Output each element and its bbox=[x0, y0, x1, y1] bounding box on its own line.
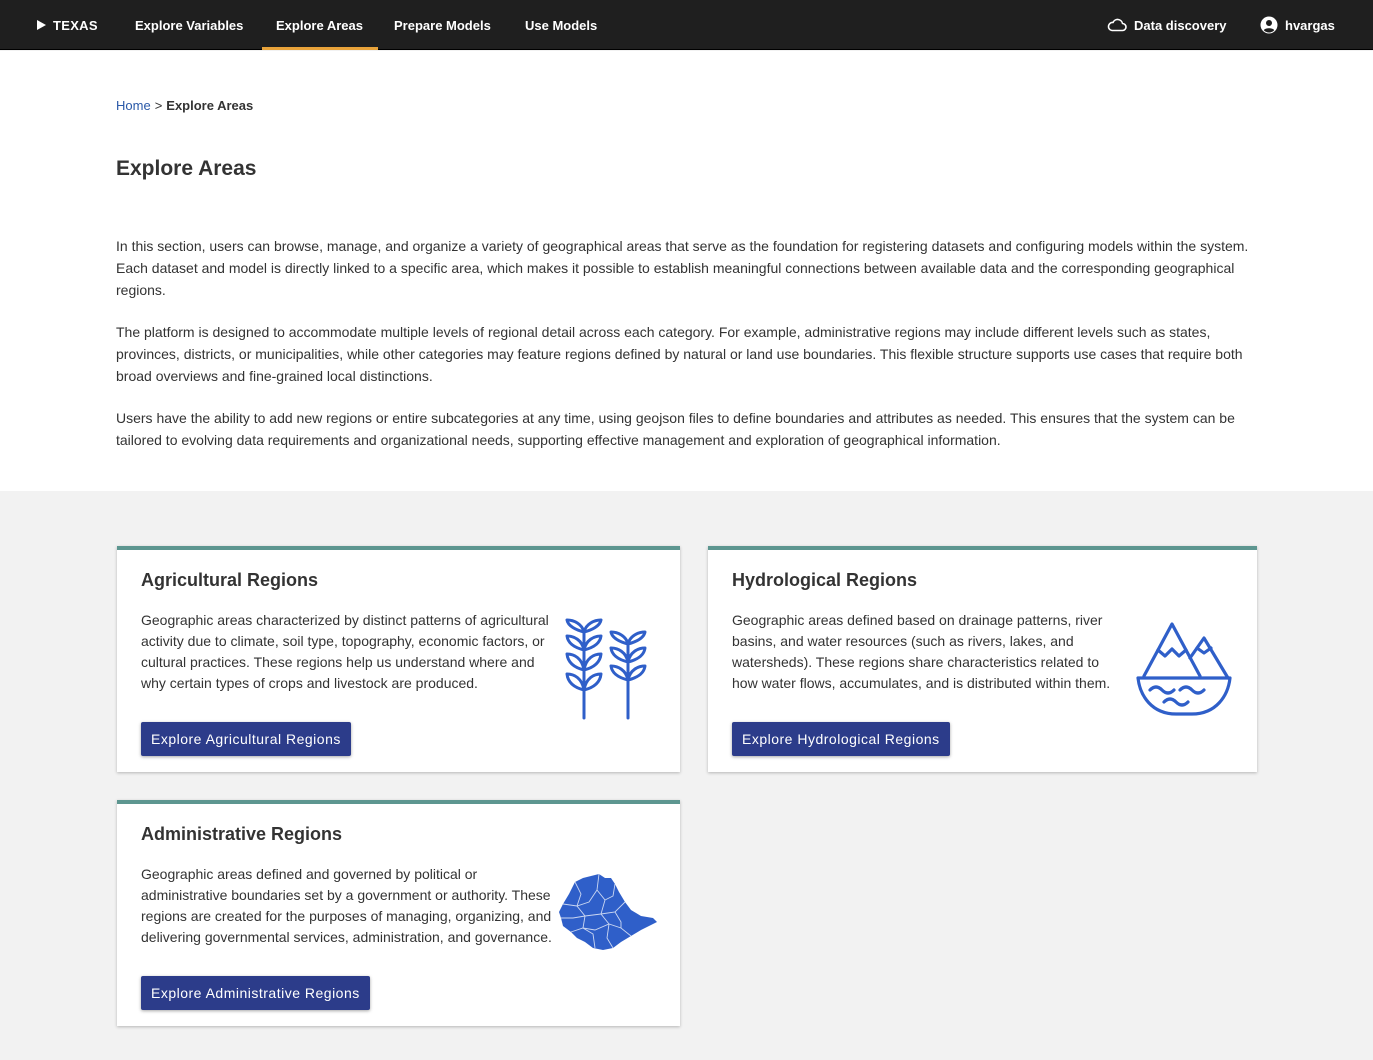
cloud-icon bbox=[1107, 18, 1127, 32]
wheat-icon bbox=[562, 618, 652, 722]
card-description: Geographic areas characterized by distinct patterns of agricultural activity due to climate, soil type, topography, economic factors, or cultural practices. These regions help us understand where and why certain types of crops and livestock are produced. bbox=[141, 612, 549, 691]
nav-prepare-models[interactable]: Prepare Models bbox=[394, 17, 491, 33]
administrative-regions-card bbox=[117, 800, 680, 1026]
explore-hydrological-regions-button[interactable]: Explore Hydrological Regions bbox=[732, 722, 950, 756]
card-title: Administrative Regions bbox=[141, 824, 343, 844]
intro-paragraph: Users have the ability to add new regions or entire subcategories at any time, using geojson files to define boundaries and attributes as needed. This ensures that the system can be tailored to evolving data requirements and organizational needs, supporting effective management and exploration of geographical information. bbox=[116, 410, 1235, 448]
card-title: Hydrological Regions bbox=[732, 570, 918, 590]
breadcrumb-current: Explore Areas bbox=[166, 98, 254, 113]
page-title: Explore Areas bbox=[116, 157, 257, 180]
brand-label: TEXAS bbox=[53, 17, 98, 33]
explore-administrative-regions-button[interactable]: Explore Administrative Regions bbox=[141, 976, 370, 1010]
hydrological-regions-card bbox=[708, 546, 1257, 772]
user-menu[interactable] bbox=[1260, 0, 1335, 50]
card-description: Geographic areas defined and governed by political or administrative boundaries set by a government or authority. These regions are created for the purposes of managing, organizing, and delivering governmental services, administration, and governance. bbox=[141, 866, 552, 945]
intro-paragraph: In this section, users can browse, manage, and organize a variety of geographical areas that serve as the foundation for registering datasets and configuring models within the system. Each dataset and model is directly linked to a specific area, which makes it possible to establish meaningful connections between available data and the corresponding geographical regions. bbox=[116, 238, 1249, 298]
nav-use-models[interactable]: Use Models bbox=[525, 17, 598, 33]
intro-section bbox=[0, 51, 1373, 491]
top-navbar bbox=[0, 0, 1373, 50]
data-discovery-link[interactable] bbox=[1107, 0, 1227, 50]
brand-link[interactable] bbox=[37, 0, 98, 50]
explore-agricultural-regions-button[interactable]: Explore Agricultural Regions bbox=[141, 722, 351, 756]
card-title: Agricultural Regions bbox=[141, 570, 319, 590]
play-icon bbox=[37, 20, 46, 30]
user-circle-icon bbox=[1260, 16, 1278, 34]
breadcrumb bbox=[116, 98, 253, 113]
country-map-icon bbox=[555, 872, 659, 952]
data-discovery-label: Data discovery bbox=[1134, 17, 1227, 33]
user-name: hvargas bbox=[1285, 17, 1335, 33]
breadcrumb-separator: > bbox=[154, 98, 163, 113]
mountain-water-icon bbox=[1134, 616, 1234, 720]
card-description: Geographic areas defined based on drainage patterns, river basins, and water resources (such as rivers, lakes, and watersheds). These regions share characteristics related to how water flows, accumulates, and is distributed within them. bbox=[732, 612, 1111, 691]
breadcrumb-home-link[interactable]: Home bbox=[116, 98, 151, 113]
agricultural-regions-card bbox=[117, 546, 680, 772]
nav-explore-areas[interactable]: Explore Areas bbox=[276, 0, 363, 50]
nav-explore-variables[interactable]: Explore Variables bbox=[135, 17, 244, 33]
intro-paragraph: The platform is designed to accommodate multiple levels of regional detail across each category. For example, administrative regions may include different levels such as states, provinces, districts, or municipalities, while other categories may feature regions defined by natural or land use boundaries. This flexible structure supports use cases that require both broad overviews and fine-grained local distinctions. bbox=[116, 324, 1243, 384]
